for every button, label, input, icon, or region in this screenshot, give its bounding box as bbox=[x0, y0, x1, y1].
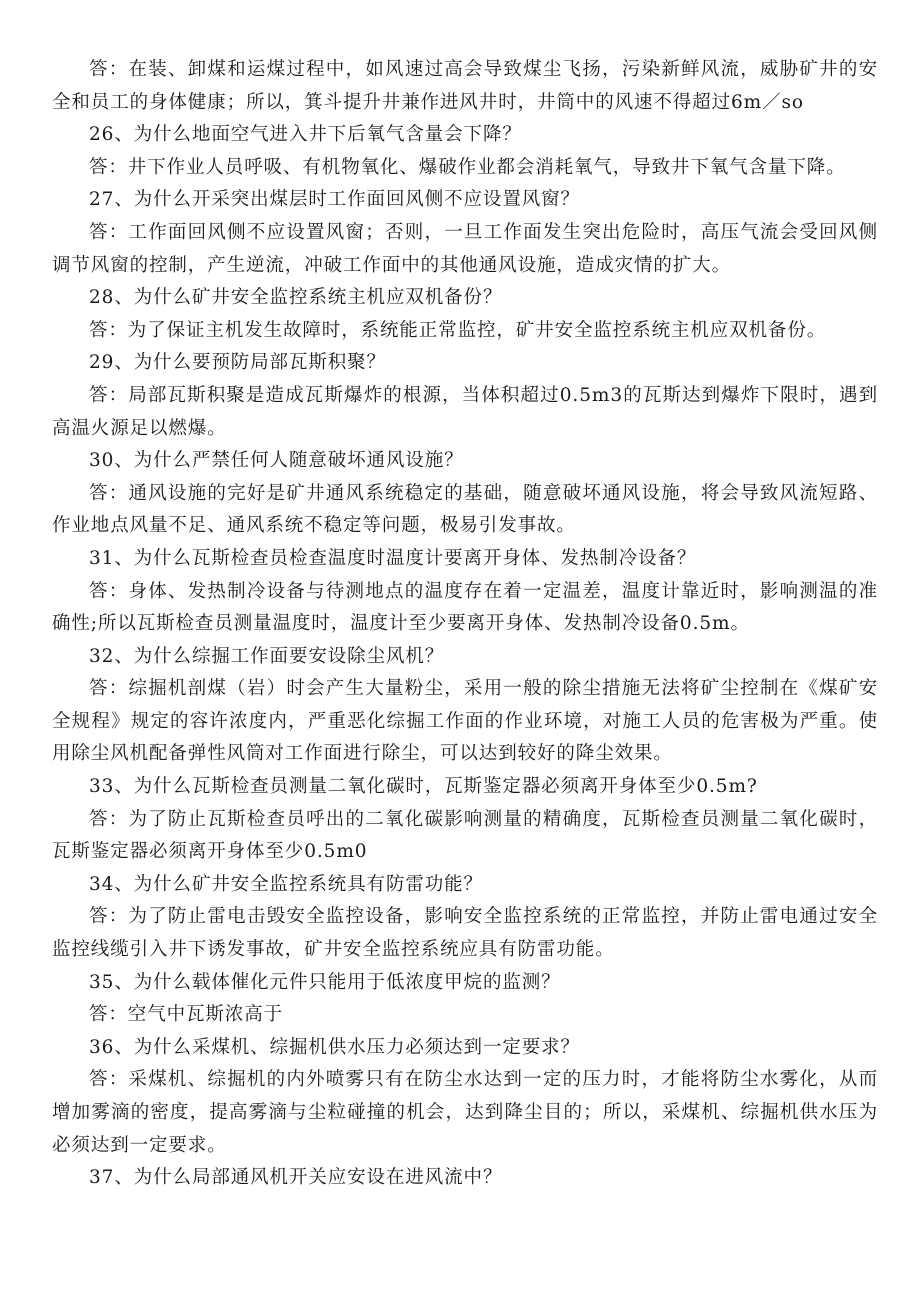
question-30: 30、为什么严禁任何人随意破坏通风设施？ bbox=[89, 450, 464, 472]
answer-30: 答：通风设施的完好是矿井通风系统稳定的基础，随意破坏通风设施，将会导致风流短路、作业地点风量不足、通风系统不稳定等问题，极易引发事故。 bbox=[52, 482, 878, 537]
answer-27: 答：工作面回风侧不应设置风窗；否则，一旦工作面发生突出危险时，高压气流会受回风侧调节风窗的控制，产生逆流，冲破工作面中的其他通风设施，造成灾情的扩大。 bbox=[52, 221, 878, 276]
answer-26: 答：井下作业人员呼吸、有机物氧化、爆破作业都会消耗氧气，导致井下氧气含量下降。 bbox=[89, 156, 846, 178]
question-31: 31、为什么瓦斯检查员检查温度时温度计要离开身体、发热制冷设备？ bbox=[89, 547, 697, 569]
question-36: 36、为什么采煤机、综掘机供水压力必须达到一定要求？ bbox=[89, 1036, 580, 1058]
answer-paragraph: 答：在装、卸煤和运煤过程中，如风速过高会导致煤尘飞扬，污染新鲜风流，威胁矿井的安全和员工的身体健康；所以，箕斗提升井兼作进风井时，井筒中的风速不得超过6m／so bbox=[52, 59, 878, 113]
question-34: 34、为什么矿井安全监控系统具有防雷功能？ bbox=[89, 873, 483, 895]
question-32: 32、为什么综掘工作面要安设除尘风机？ bbox=[89, 645, 445, 667]
answer-29: 答：局部瓦斯积聚是造成瓦斯爆炸的根源，当体积超过0.5m3的瓦斯达到爆炸下限时，遇到高温火源足以燃爆。 bbox=[52, 384, 878, 439]
question-33: 33、为什么瓦斯检查员测量二氧化碳时，瓦斯鉴定器必须离开身体至少0.5m? bbox=[89, 776, 758, 798]
answer-35: 答：空气中瓦斯浓高于 bbox=[89, 1004, 284, 1026]
question-29: 29、为什么要预防局部瓦斯积聚？ bbox=[89, 352, 386, 374]
document-page bbox=[52, 54, 878, 1195]
question-28: 28、为什么矿井安全监控系统主机应双机备份？ bbox=[89, 287, 503, 309]
question-27: 27、为什么开采突出煤层时工作面回风侧不应设置风窗？ bbox=[89, 189, 580, 211]
question-35: 35、为什么载体催化元件只能用于低浓度甲烷的监测？ bbox=[89, 971, 561, 993]
answer-31: 答：身体、发热制冷设备与待测地点的温度存在着一定温差，温度计靠近时，影响测温的准确性;所以瓦斯检查员测量温度时，温度计至少要离开身体、发热制冷设备0.5m。 bbox=[52, 580, 878, 635]
answer-33: 答：为了防止瓦斯检查员呼出的二氧化碳影响测量的精确度，瓦斯检查员测量二氧化碳时，瓦斯鉴定器必须离开身体至少0.5m0 bbox=[52, 808, 878, 863]
answer-32: 答：综掘机剖煤（岩）时会产生大量粉尘，采用一般的除尘措施无法将矿尘控制在《煤矿安全规程》规定的容许浓度内，严重恶化综掘工作面的作业环境，对施工人员的危害极为严重。使用除尘风机配备弹性风筒对工作面进行除尘，可以达到较好的降尘效果。 bbox=[52, 678, 878, 765]
answer-34: 答：为了防止雷电击毁安全监控设备，影响安全监控系统的正常监控，并防止雷电通过安全监控线缆引入井下诱发事故，矿井安全监控系统应具有防雷功能。 bbox=[52, 906, 878, 961]
answer-28: 答：为了保证主机发生故障时，系统能正常监控，矿井安全监控系统主机应双机备份。 bbox=[89, 319, 827, 341]
question-37: 37、为什么局部通风机开关应安设在进风流中？ bbox=[89, 1167, 503, 1189]
answer-36: 答：采煤机、综掘机的内外喷雾只有在防尘水达到一定的压力时，才能将防尘水雾化，从而增加雾滴的密度，提高雾滴与尘粒碰撞的机会，达到降尘目的；所以，采煤机、综掘机供水压为必须达到一定要求。 bbox=[52, 1069, 878, 1156]
question-26: 26、为什么地面空气进入井下后氧气含量会下降？ bbox=[89, 124, 522, 146]
